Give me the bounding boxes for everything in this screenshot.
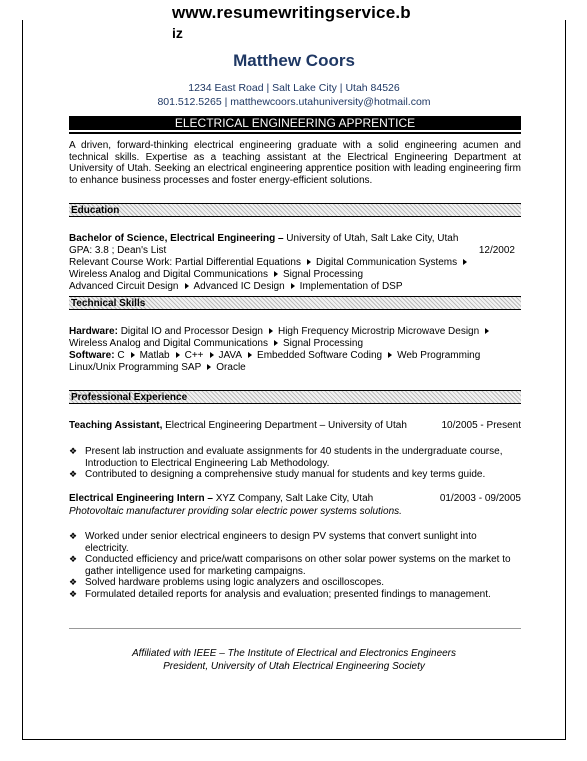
triangle-bullet-icon: [248, 352, 252, 358]
skill-item: Oracle: [216, 362, 246, 373]
coursework-line-2: [69, 269, 521, 281]
bullet-text: Conducted efficiency and price/watt comparisons on other solar power systems on the market to gather intelligence used for marketing campaigns.: [85, 554, 511, 577]
footer-affiliation: Affiliated with IEEE – The Institute of Electrical and Electronics Engineers: [131, 648, 457, 659]
bullet-item: [69, 469, 521, 481]
section-professional-experience: Professional Experience: [69, 390, 521, 404]
bullet-item: [69, 446, 521, 469]
skill-item: Signal Processing: [282, 338, 364, 349]
job-title: Electrical Engineering Intern –: [69, 493, 213, 504]
diamond-bullet-icon: ❖: [69, 577, 78, 587]
skill-item: C++: [184, 350, 204, 361]
objective-title: ELECTRICAL ENGINEERING APPRENTICE: [69, 116, 521, 130]
bullet-item: [69, 589, 521, 601]
job-organization: XYZ Company, Salt Lake City, Utah: [212, 493, 374, 504]
triangle-bullet-icon: [131, 352, 135, 358]
diamond-bullet-icon: ❖: [69, 531, 78, 541]
course-item: Advanced IC Design: [193, 281, 285, 292]
triangle-bullet-icon: [207, 364, 211, 370]
course-item: Partial Differential Equations: [174, 257, 301, 268]
job-title: Teaching Assistant,: [69, 420, 163, 431]
watermark-url: www.resumewritingservice.b: [172, 3, 411, 22]
skill-item: High Frequency Microstrip Microwave Design: [277, 326, 480, 337]
triangle-bullet-icon: [485, 328, 489, 334]
hardware-line-1: [69, 326, 521, 338]
contact-phone-email: 801.512.5265 | matthewcoors.utahuniversity@hotmail.com: [157, 96, 431, 108]
course-item: Advanced Circuit Design: [69, 281, 179, 292]
watermark-url-continued: iz: [172, 25, 183, 41]
bullet-item: [69, 531, 521, 554]
title-underline: [69, 132, 521, 134]
footer-divider: [69, 628, 521, 629]
company-description: Photovoltaic manufacturer providing solar electric power systems solutions.: [69, 506, 402, 517]
skill-item: Web Programming: [397, 350, 481, 361]
section-technical-skills: Technical Skills: [69, 296, 521, 310]
diamond-bullet-icon: ❖: [69, 469, 78, 479]
candidate-name: Matthew Coors: [233, 51, 355, 70]
contact-address: 1234 East Road | Salt Lake City | Utah 84526: [188, 82, 400, 94]
bullet-text: Formulated detailed reports for analysis and evaluation; presented findings to management.: [85, 588, 491, 600]
course-item: Signal Processing: [282, 269, 364, 280]
course-item: Implementation of DSP: [299, 281, 403, 292]
school: University of Utah, Salt Lake City, Utah: [283, 233, 459, 244]
software-line-2: [69, 362, 521, 374]
graduation-date: 12/2002: [478, 245, 515, 256]
skill-item: Digital IO and Processor Design: [120, 326, 263, 337]
skill-item: Linux/Unix Programming SAP: [69, 362, 202, 373]
triangle-bullet-icon: [388, 352, 392, 358]
skill-item: Embedded Software Coding: [257, 350, 383, 361]
job-bullets: [69, 446, 521, 481]
hardware-line-2: [69, 338, 521, 350]
triangle-bullet-icon: [274, 271, 278, 277]
coursework-line-1: [69, 257, 521, 269]
education-degree-line: [69, 233, 521, 245]
bullet-text: Contributed to designing a comprehensive study manual for students and key terms guide.: [85, 469, 486, 480]
section-education: Education: [69, 203, 521, 217]
software-line-1: [69, 350, 521, 362]
job-dates: 01/2003 - 09/2005: [439, 493, 521, 504]
footer-role: President, University of Utah Electrical Engineering Society: [163, 661, 425, 672]
software-label: Software:: [69, 350, 115, 361]
triangle-bullet-icon: [185, 283, 189, 289]
job-header: [69, 420, 521, 432]
bullet-text: Present lab instruction and evaluate assignments for 40 students in the undergraduate course, Introduction to Electrical Engineering Lab Methodology.: [85, 446, 503, 469]
bullet-text: Solved hardware problems using logic analyzers and oscilloscopes.: [85, 577, 385, 588]
job-dates: 10/2005 - Present: [441, 420, 521, 431]
job-header: [69, 493, 521, 505]
gpa: GPA: 3.8 ; Dean's List: [69, 245, 167, 256]
triangle-bullet-icon: [291, 283, 295, 289]
resume-page: [22, 20, 566, 740]
job-bullets: [69, 531, 521, 600]
triangle-bullet-icon: [307, 259, 311, 265]
skill-item: C: [117, 350, 125, 361]
summary-paragraph: A driven, forward-thinking electrical engineering graduate with a solid engineering acumen and technical skills. Expertise as a teaching assistant at the Electrical Engineering Department at University of Utah. Seeking an electrical engineering apprentice position with leading engineering firm to enhance business processes and foster energy-efficient solutions.: [69, 140, 521, 186]
diamond-bullet-icon: ❖: [69, 554, 78, 564]
skill-item: Matlab: [139, 350, 170, 361]
skill-item: JAVA: [218, 350, 243, 361]
degree: Bachelor of Science, Electrical Engineering –: [69, 233, 284, 244]
education-gpa-line: [69, 245, 521, 257]
triangle-bullet-icon: [176, 352, 180, 358]
diamond-bullet-icon: ❖: [69, 446, 78, 456]
triangle-bullet-icon: [274, 340, 278, 346]
bullet-item: [69, 554, 521, 577]
diamond-bullet-icon: ❖: [69, 588, 78, 599]
coursework-label: Relevant Course Work:: [69, 257, 173, 268]
bullet-item: [69, 577, 521, 589]
coursework-line-3: [69, 281, 521, 293]
hardware-label: Hardware:: [69, 326, 118, 337]
triangle-bullet-icon: [269, 328, 273, 334]
triangle-bullet-icon: [210, 352, 214, 358]
course-item: Digital Communication Systems: [315, 257, 458, 268]
course-item: Wireless Analog and Digital Communications: [69, 269, 268, 280]
bullet-text: Worked under senior electrical engineers to design PV systems that convert sunlight into electricity.: [85, 531, 477, 554]
skill-item: Wireless Analog and Digital Communications: [69, 338, 268, 349]
job-organization: Electrical Engineering Department – University of Utah: [162, 420, 407, 431]
triangle-bullet-icon: [463, 259, 467, 265]
